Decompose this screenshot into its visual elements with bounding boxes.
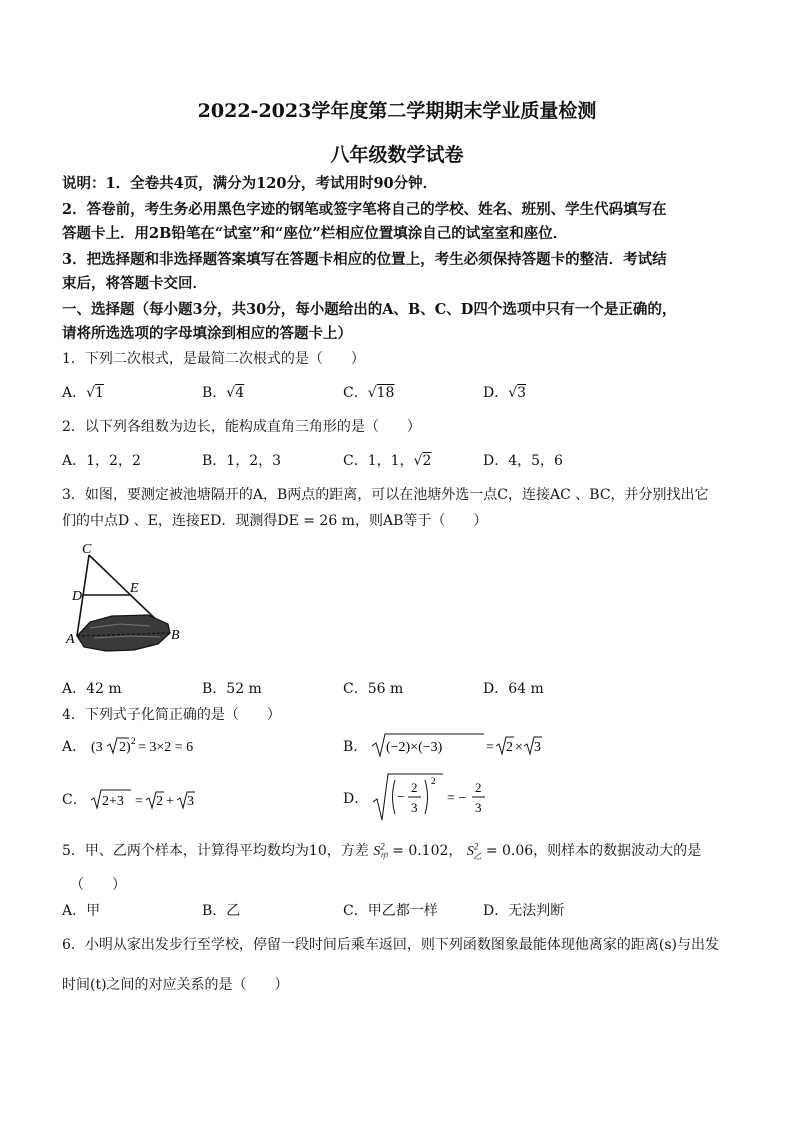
exam-subtitle: 八年级数学试卷 bbox=[330, 144, 464, 166]
label-d: D bbox=[72, 589, 83, 604]
svg-text:2: 2 bbox=[130, 736, 136, 746]
label-e: E bbox=[130, 581, 139, 596]
q3-option-c: C．56 m bbox=[343, 681, 404, 697]
q2-option-c: C．1，1，√2 bbox=[343, 453, 432, 469]
q4-option-a: A． (3 2) 2 = 3×2 = 6 bbox=[62, 736, 221, 756]
q3-option-b: B．52 m bbox=[202, 681, 262, 697]
q6-line-1: 6．小明从家出发步行至学校，停留一段时间后乘车返回，则下列函数图象最能体现他离家的距离(s)与出发 bbox=[62, 937, 720, 953]
svg-text:2: 2 bbox=[505, 740, 513, 755]
svg-text:(−2)×(−3): (−2)×(−3) bbox=[385, 740, 443, 755]
sqrt-sign-icon: √ bbox=[413, 453, 423, 469]
q5-option-c: C．甲乙都一样 bbox=[343, 903, 438, 919]
svg-text:(3: (3 bbox=[90, 740, 103, 755]
q2-option-a: A．1，2，2 bbox=[62, 453, 141, 469]
svg-text:3: 3 bbox=[187, 794, 195, 809]
q1-option-b: B．√4 bbox=[202, 385, 245, 401]
svg-text:2: 2 bbox=[410, 780, 418, 795]
svg-text:2): 2) bbox=[118, 740, 131, 755]
svg-text:3: 3 bbox=[474, 800, 482, 815]
q2-option-d: D．4，5，6 bbox=[483, 453, 563, 469]
q1-option-d: D．√3 bbox=[483, 385, 527, 401]
svg-text:−: − bbox=[396, 790, 405, 805]
pond-shape bbox=[77, 615, 170, 651]
svg-text:+: + bbox=[166, 794, 175, 809]
q5-option-d: D．无法判断 bbox=[483, 903, 565, 919]
instruction-line-2a: 2．答卷前，考生务必用黑色字迹的钢笔或签字笔将自己的学校、姓名、班别、学生代码填写在 bbox=[62, 201, 667, 218]
variance-yi-symbol: $S^2_乙$ bbox=[466, 841, 482, 861]
q1-stem: 1．下列二次根式，是最简二次根式的是（ ） bbox=[62, 351, 365, 367]
q5-line-1: 5．甲、乙两个样本，计算得平均数均为10，方差 $S^2_甲 = 0.102$， $S^2_乙 = 0.06$，则样本的数据波动大的是 bbox=[62, 841, 702, 861]
q5-option-a: A．甲 bbox=[62, 903, 101, 919]
instruction-line-2b: 答题卡上．用2B铅笔在“试室”和“座位”栏相应位置填涂自己的试室室和座位． bbox=[62, 225, 568, 242]
label-a: A bbox=[66, 632, 75, 647]
pond-triangle-figure bbox=[60, 540, 200, 665]
instruction-line-3a: 3．把选择题和非选择题答案填写在答题卡相应的位置上，考生必须保持答题卡的整洁．考试结 bbox=[62, 251, 667, 268]
svg-text:3: 3 bbox=[410, 800, 418, 815]
q4-expression-c bbox=[91, 788, 211, 810]
q4-expression-d bbox=[373, 772, 503, 822]
q6-line-2: 时间(t)之间的对应关系的是（ ） bbox=[62, 977, 289, 993]
svg-text:=: = bbox=[485, 740, 494, 755]
sqrt-sign-icon: √ bbox=[367, 385, 377, 401]
q1-option-c: C．√18 bbox=[343, 385, 395, 401]
section-heading-line-2: 请将所选选项的字母填涂到相应的答题卡上） bbox=[62, 325, 352, 342]
q4-expression-a bbox=[91, 736, 221, 756]
svg-text:2+3: 2+3 bbox=[102, 794, 125, 809]
q2-stem: 2．以下列各组数为边长，能构成直角三角形的是（ ） bbox=[62, 419, 421, 435]
q3-option-d: D．64 m bbox=[483, 681, 544, 697]
svg-text:2: 2 bbox=[430, 776, 436, 786]
q5-line-2: （ ） bbox=[70, 877, 126, 893]
q4-expression-b bbox=[372, 732, 542, 758]
instruction-line-3b: 束后，将答题卡交回． bbox=[62, 275, 207, 292]
q5-option-b: B．乙 bbox=[202, 903, 241, 919]
label-c: C bbox=[82, 542, 92, 557]
q2-option-b: B．1，2，3 bbox=[202, 453, 282, 469]
q4-option-b: B． (−2)×(−3) = 2 × 3 bbox=[343, 732, 542, 758]
svg-text:=: = bbox=[135, 794, 144, 809]
sqrt-sign-icon: √ bbox=[86, 385, 96, 401]
q4-option-c: C． 2+3 = 2 + 3 bbox=[62, 788, 211, 810]
svg-text:2: 2 bbox=[474, 780, 482, 795]
q3-line-1: 3．如图，要测定被池塘隔开的A，B两点的距离，可以在池塘外选一点C，连接AC 、BC，并分别找出它 bbox=[62, 487, 709, 503]
section-heading-line-1: 一、选择题（每小题3分，共30分，每小题给出的A、B、C、D四个选项中只有一个是正确的， bbox=[62, 301, 677, 318]
q4-stem: 4．下列式子化简正确的是（ ） bbox=[62, 707, 281, 723]
sqrt-sign-icon: √ bbox=[508, 385, 518, 401]
svg-text:= 3×2 = 6: = 3×2 = 6 bbox=[137, 740, 193, 755]
svg-text:= −: = − bbox=[446, 791, 466, 806]
q3-line-2: 们的中点D 、E，连接ED．现测得DE = 26 m，则AB等于（ ） bbox=[62, 513, 488, 529]
label-b: B bbox=[171, 628, 180, 643]
sqrt-sign-icon: √ bbox=[226, 385, 236, 401]
q3-option-a: A．42 m bbox=[62, 681, 122, 697]
variance-jia-symbol: $S^2_甲$ bbox=[373, 841, 388, 861]
svg-text:×: × bbox=[514, 740, 523, 755]
svg-text:2: 2 bbox=[156, 794, 164, 809]
svg-text:3: 3 bbox=[533, 740, 541, 755]
exam-title: 2022-2023学年度第二学期期末学业质量检测 bbox=[197, 100, 597, 122]
q1-option-a: A．√1 bbox=[62, 385, 104, 401]
instruction-line-1: 说明：1．全卷共4页，满分为120分，考试用时90分钟． bbox=[62, 175, 438, 192]
q4-option-d: D． − 2 3 2 = − 2 3 bbox=[343, 772, 503, 822]
